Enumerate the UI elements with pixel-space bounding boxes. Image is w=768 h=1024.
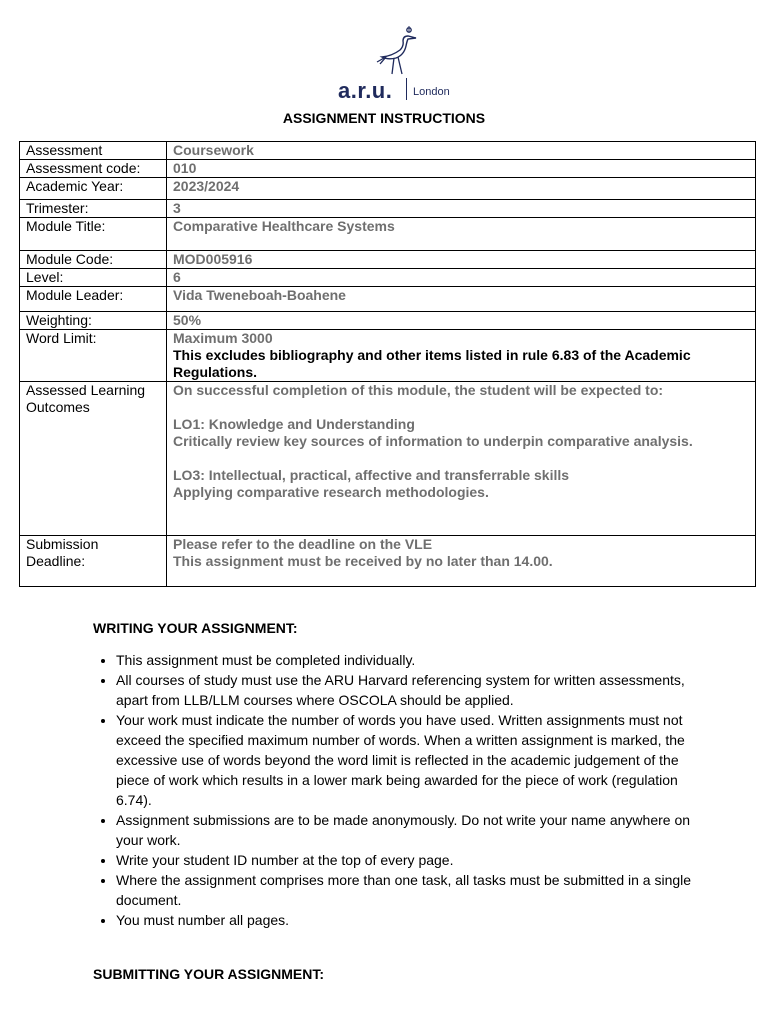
list-item: • Write your student ID number at the top of every page. bbox=[116, 850, 703, 870]
writing-heading: WRITING YOUR ASSIGNMENT: bbox=[93, 620, 298, 636]
table-row bbox=[20, 200, 756, 218]
document-title: ASSIGNMENT INSTRUCTIONS bbox=[282, 110, 486, 126]
assignment-info-table bbox=[19, 141, 756, 587]
outcomes-intro: On successful completion of this module, the student will be expected to: bbox=[173, 382, 664, 398]
row-label: Submission Deadline: bbox=[20, 536, 167, 587]
word-limit-value: Maximum 3000 bbox=[173, 330, 273, 346]
table-row bbox=[20, 142, 756, 160]
heron-icon bbox=[372, 24, 422, 76]
row-value: Vida Tweneboah-Boahene bbox=[167, 287, 756, 312]
row-label: Assessment bbox=[20, 142, 167, 160]
row-label: Word Limit: bbox=[20, 330, 167, 382]
row-label: Assessment code: bbox=[20, 160, 167, 178]
lo1-title: LO1: Knowledge and Understanding bbox=[173, 416, 415, 432]
writing-section bbox=[93, 620, 703, 930]
table-row bbox=[20, 160, 756, 178]
row-value: Comparative Healthcare Systems bbox=[167, 218, 756, 251]
row-value: 50% bbox=[167, 312, 756, 330]
table-row bbox=[20, 330, 756, 382]
lo3-title: LO3: Intellectual, practical, affective and transferrable skills bbox=[173, 467, 570, 483]
row-label: Module Leader: bbox=[20, 287, 167, 312]
logo-divider bbox=[406, 78, 407, 100]
table-row bbox=[20, 251, 756, 269]
deadline-line-2: This assignment must be received by no later than 14.00. bbox=[173, 553, 553, 569]
row-label: Level: bbox=[20, 269, 167, 287]
submitting-heading: SUBMITTING YOUR ASSIGNMENT: bbox=[93, 966, 325, 982]
row-label: Academic Year: bbox=[20, 178, 167, 200]
list-item: • All courses of study must use the ARU Harvard referencing system for written assessments, apart from LLB/LLM courses where OSCOLA should be applied. bbox=[116, 670, 703, 710]
table-row bbox=[20, 382, 756, 536]
table-row bbox=[20, 287, 756, 312]
writing-bullet-list bbox=[93, 650, 703, 930]
word-limit-cell bbox=[167, 330, 756, 382]
table-row bbox=[20, 178, 756, 200]
list-item: • Where the assignment comprises more than one task, all tasks must be submitted in a single document. bbox=[116, 870, 703, 910]
list-item: • This assignment must be completed individually. bbox=[116, 650, 703, 670]
learning-outcomes-cell bbox=[167, 382, 756, 536]
logo-brand-text: a.r.u. bbox=[338, 78, 393, 103]
row-value: 6 bbox=[167, 269, 756, 287]
row-value: 2023/2024 bbox=[167, 178, 756, 200]
table-row bbox=[20, 536, 756, 587]
row-value: Coursework bbox=[167, 142, 756, 160]
row-label: Assessed Learning Outcomes bbox=[20, 382, 167, 536]
word-limit-note: This excludes bibliography and other items listed in rule 6.83 of the Academic Regulations. bbox=[173, 347, 691, 380]
list-item: • You must number all pages. bbox=[116, 910, 703, 930]
table-row bbox=[20, 312, 756, 330]
row-value: 010 bbox=[167, 160, 756, 178]
row-label: Module Title: bbox=[20, 218, 167, 251]
row-label: Weighting: bbox=[20, 312, 167, 330]
deadline-cell bbox=[167, 536, 756, 587]
table-row bbox=[20, 269, 756, 287]
lo3-text: Applying comparative research methodologies. bbox=[173, 484, 489, 500]
list-item: • Assignment submissions are to be made anonymously. Do not write your name anywhere on your work. bbox=[116, 810, 703, 850]
aru-logo bbox=[336, 24, 456, 103]
row-value: 3 bbox=[167, 200, 756, 218]
row-label: Module Code: bbox=[20, 251, 167, 269]
lo1-text: Critically review key sources of information to underpin comparative analysis. bbox=[173, 433, 693, 449]
table-row bbox=[20, 218, 756, 251]
row-value: MOD005916 bbox=[167, 251, 756, 269]
list-item: • Your work must indicate the number of words you have used. Written assignments must not exceed the specified maximum number of words. When a written assignment is marked, the excessive use of words beyond the word limit is reflected in the academic judgement of the piece of work which results in a lower mark being awarded for the piece of work (regulation 6.74). bbox=[116, 710, 703, 810]
row-label: Trimester: bbox=[20, 200, 167, 218]
logo-location-text: London bbox=[413, 86, 450, 98]
deadline-line-1: Please refer to the deadline on the VLE bbox=[173, 536, 433, 552]
